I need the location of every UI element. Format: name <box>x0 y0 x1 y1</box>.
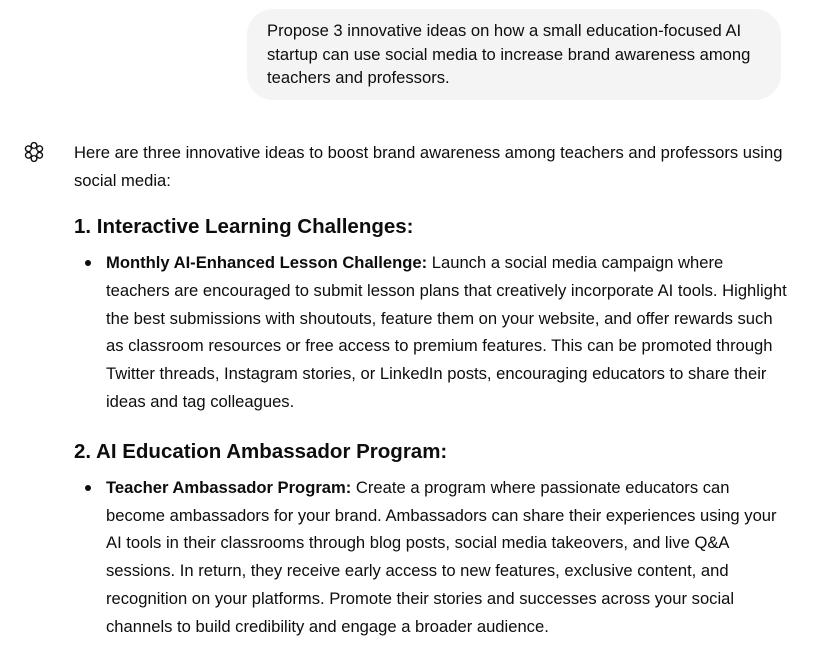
bullet-list <box>74 249 789 416</box>
list-item <box>74 474 789 641</box>
user-message-bubble <box>247 9 781 100</box>
bullet-list <box>74 474 789 641</box>
bullet-title: Teacher Ambassador Program: <box>106 477 352 497</box>
bullet-text: Create a program where passionate educators can become ambassadors for your brand. Ambassadors can share their experiences using your AI tools in their classrooms through blog posts, social media takeovers, and live Q&A sessions. In return, they receive early access to new features, exclusive content, and recognition on your platforms. Promote their stories and successes across your social channels to build credibility and engage a broader audience. <box>106 477 777 636</box>
openai-logo-icon <box>22 140 46 164</box>
assistant-intro: Here are three innovative ideas to boost brand awareness among teachers and professors using social media: <box>74 143 783 190</box>
user-message-text: Propose 3 innovative ideas on how a small education-focused AI startup can use social media to increase brand awareness among teachers and professors. <box>267 21 751 87</box>
openai-logo-svg <box>22 140 46 164</box>
bullet-title: Monthly AI-Enhanced Lesson Challenge: <box>106 253 428 272</box>
section-heading: 2. AI Education Ambassador Program: <box>74 439 448 463</box>
section-heading: 1. Interactive Learning Challenges: <box>74 215 414 238</box>
list-item <box>74 249 789 416</box>
bullet-text: Launch a social media campaign where teachers are encouraged to submit lesson plans that creatively incorporate AI tools. Highlight the best submissions with shoutouts, feature them on your website, and offer rewards such as classroom resources or free access to premium features. This can be promoted through Twitter threads, Instagram stories, or LinkedIn posts, encouraging educators to share their ideas and tag colleagues. <box>106 253 787 411</box>
assistant-message <box>74 139 789 641</box>
